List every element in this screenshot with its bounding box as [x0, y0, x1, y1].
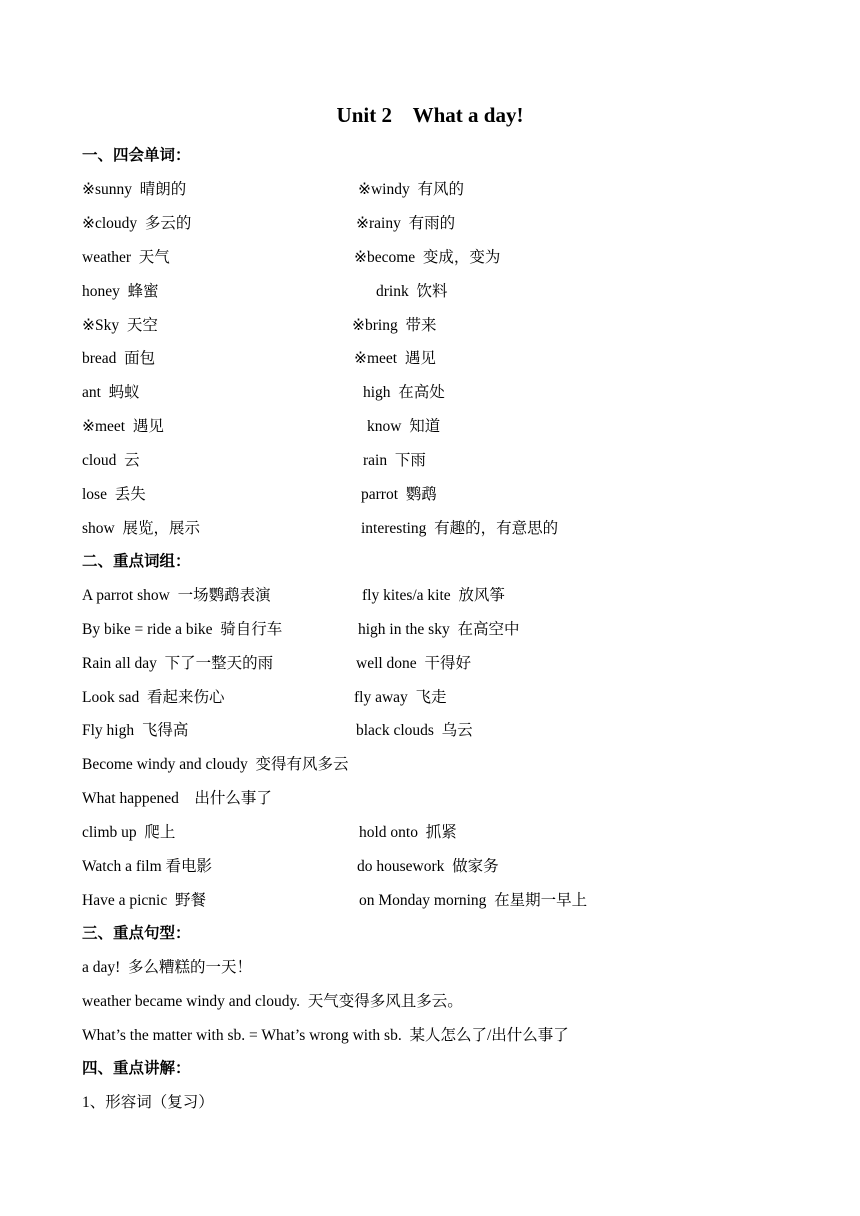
- vocab-item: high 在高处: [363, 384, 445, 401]
- vocab-item: know 知道: [367, 418, 441, 435]
- phrase-item: black clouds 乌云: [356, 722, 473, 739]
- section-heading-notes: 四、重点讲解：: [82, 1060, 191, 1077]
- vocab-item: ※meet 遇见: [82, 418, 164, 435]
- phrase-item: fly kites/a kite 放风筝: [362, 587, 505, 604]
- phrase-item: Fly high 飞得高: [82, 722, 189, 739]
- sentence-item: weather became windy and cloudy. 天气变得多风且多云。: [82, 993, 463, 1010]
- vocab-item: honey 蜂蜜: [82, 283, 159, 300]
- vocab-item: cloud 云: [82, 452, 140, 469]
- vocab-item: parrot 鹦鹉: [361, 486, 437, 503]
- vocab-item: ※Sky 天空: [82, 317, 158, 334]
- vocab-item: ※meet 遇见: [354, 350, 436, 367]
- phrase-item: Become windy and cloudy 变得有风多云: [82, 756, 349, 773]
- vocab-item: show 展览，展示: [82, 520, 200, 537]
- vocab-item: bread 面包: [82, 350, 156, 367]
- phrase-item: high in the sky 在高空中: [358, 621, 520, 638]
- phrase-item: A parrot show 一场鹦鹉表演: [82, 587, 271, 604]
- phrase-item: Watch a film 看电影: [82, 858, 213, 875]
- phrase-item: climb up 爬上: [82, 824, 176, 841]
- phrase-item: on Monday morning 在星期一早上: [359, 892, 588, 909]
- phrase-item: hold onto 抓紧: [359, 824, 457, 841]
- vocab-item: rain 下雨: [363, 452, 426, 469]
- note-item: 1、形容词（复习）: [82, 1094, 214, 1111]
- phrase-item: well done 干得好: [356, 655, 471, 672]
- vocab-item: ※bring 带来: [352, 317, 437, 334]
- phrase-item: By bike = ride a bike 骑自行车: [82, 621, 283, 638]
- phrase-item: Rain all day 下了一整天的雨: [82, 655, 274, 672]
- phrase-item: What happened 出什么事了: [82, 790, 272, 807]
- vocab-item: ※rainy 有雨的: [356, 215, 456, 232]
- vocab-item: ※become 变成，变为: [354, 249, 501, 266]
- sentence-item: What’s the matter with sb. = What’s wrong with sb. 某人怎么了/出什么事了: [82, 1027, 569, 1044]
- vocab-item: ※sunny 晴朗的: [82, 181, 187, 198]
- vocab-item: ant 蚂蚁: [82, 384, 140, 401]
- vocab-item: weather 天气: [82, 249, 170, 266]
- phrase-item: do housework 做家务: [357, 858, 499, 875]
- section-heading-phrases: 二、重点词组：: [82, 553, 191, 570]
- section-heading-vocabulary: 一、四会单词：: [82, 147, 191, 164]
- phrase-item: Have a picnic 野餐: [82, 892, 206, 909]
- section-heading-sentences: 三、重点句型：: [82, 925, 191, 942]
- sentence-item: a day! 多么糟糕的一天！: [82, 959, 253, 976]
- vocab-item: drink 饮料: [376, 283, 448, 300]
- page-title: Unit 2 What a day!: [336, 103, 524, 127]
- vocab-item: ※windy 有风的: [358, 181, 464, 198]
- phrase-item: Look sad 看起来伤心: [82, 689, 225, 706]
- vocab-item: ※cloudy 多云的: [82, 215, 192, 232]
- phrase-item: fly away 飞走: [354, 689, 447, 706]
- vocab-item: interesting 有趣的，有意思的: [361, 520, 559, 537]
- vocab-item: lose 丢失: [82, 486, 146, 503]
